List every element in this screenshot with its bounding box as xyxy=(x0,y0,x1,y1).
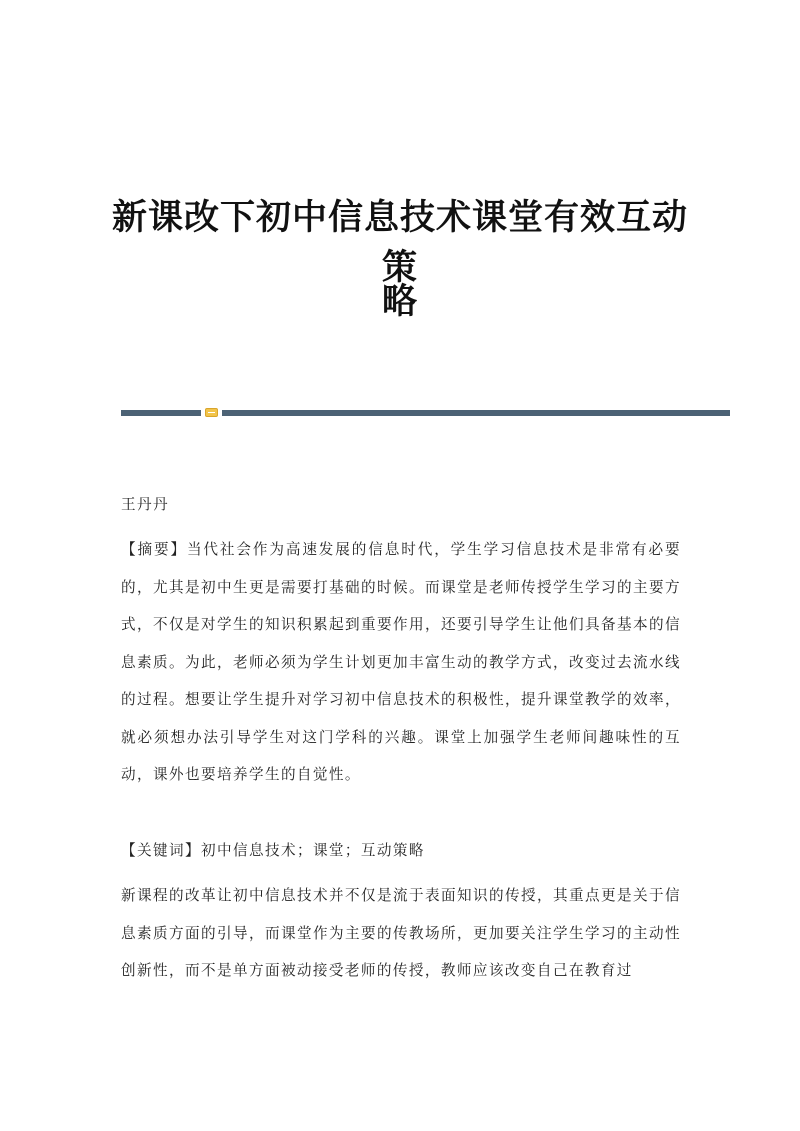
document-title-line-2: 略 xyxy=(381,282,418,322)
title-divider xyxy=(121,408,730,416)
author-name: 王丹丹 xyxy=(121,496,169,513)
divider-bar-right xyxy=(222,410,730,416)
keywords-line xyxy=(121,832,681,870)
abstract-paragraph xyxy=(121,531,681,794)
body-paragraph: 新课程的改革让初中信息技术并不仅是流于表面知识的传授，其重点更是关于信息素质方面的引导，而课堂作为主要的传教场所，更加要关注学生学习的主动性创新性，而不是单方面被动接受老师的传授，教师应该改变自己在教育过 xyxy=(121,887,681,979)
divider-emblem-icon xyxy=(205,408,218,417)
keywords-label: 【关键词】 xyxy=(121,842,201,859)
keywords-text: 初中信息技术；课堂；互动策略 xyxy=(200,842,425,859)
abstract-label: 【摘要】 xyxy=(121,541,187,558)
abstract-text: 当代社会作为高速发展的信息时代，学生学习信息技术是非常有必要的，尤其是初中生更是需要打基础的时候。而课堂是老师传授学生学习的主要方式，不仅是对学生的知识积累起到重要作用，还要引导学生让他们具备基本的信息素质。为此，老师必须为学生计划更加丰富生动的教学方式，改变过去流水线的过程。想要让学生提升对学习初中信息技术的积极性，提升课堂教学的效率，就必须想办法引导学生对这门学科的兴趣。课堂上加强学生老师间趣味性的互动，课外也要培养学生的自觉性。 xyxy=(121,541,681,783)
divider-bar-left xyxy=(121,410,201,416)
document-title-line-1: 新课改下初中信息技术课堂有效互动策 xyxy=(111,198,688,288)
